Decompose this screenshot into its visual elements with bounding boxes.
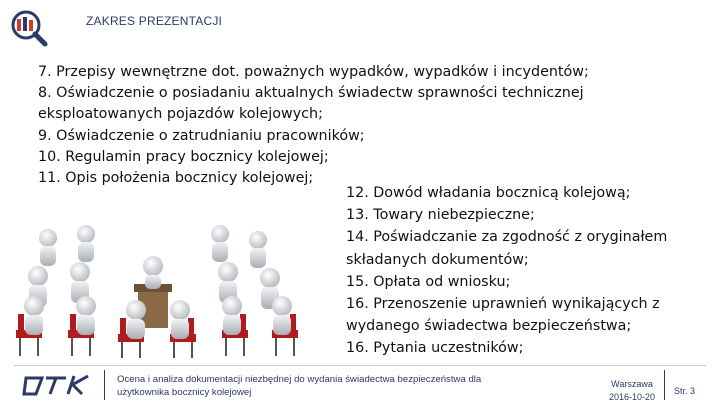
audience-meeting-illustration xyxy=(8,218,308,360)
list-item: 7. Przepisy wewnętrzne dot. poważnych wypadków, wypadków i incydentów; xyxy=(38,64,589,80)
footer-place-date xyxy=(602,378,662,404)
magnifier-logo-icon xyxy=(9,8,49,48)
footer-separator xyxy=(104,370,105,400)
items-list-right xyxy=(346,182,716,360)
list-item: 14. Poświadczanie za zgodność z oryginałem xyxy=(346,229,668,246)
header-bar xyxy=(0,0,720,44)
footer-separator xyxy=(664,370,665,400)
footer-date: 2016-10-20 xyxy=(608,392,656,402)
page-title: ZAKRES PREZENTACJI xyxy=(86,14,223,28)
list-item: 16. Pytania uczestników; xyxy=(346,340,524,357)
list-item: 12. Dowód władania bocznicą kolejową; xyxy=(346,185,631,201)
utk-logo-icon xyxy=(20,372,100,400)
list-item: 11. Opis położenia bocznicy kolejowej; xyxy=(38,170,314,187)
items-list-left xyxy=(38,62,678,189)
footer-description xyxy=(117,374,547,399)
list-item: 9. Oświadczenie o zatrudnianiu pracowników; xyxy=(38,127,365,144)
page-number: Str. 3 xyxy=(674,386,696,396)
list-item: 15. Opłata od wniosku; xyxy=(346,273,511,290)
list-item: składanych dokumentów; xyxy=(346,251,529,268)
list-item: eksploatowanych pojazdów kolejowych; xyxy=(38,106,323,123)
footer-description-line: użytkownika bocznicy kolejowej xyxy=(117,386,252,398)
list-item: 13. Towary niebezpieczne; xyxy=(346,207,535,224)
footer-place: Warszawa xyxy=(611,379,653,389)
list-item: 8. Oświadczenie o posiadaniu aktualnych świadectw sprawności technicznej xyxy=(38,85,584,102)
footer-description-line: Ocena i analiza dokumentacji niezbędnej do wydania świadectwa bezpieczeństwa dla xyxy=(117,374,482,385)
list-item: 16. Przenoszenie uprawnień wynikających z xyxy=(346,296,660,313)
footer-divider xyxy=(14,365,706,366)
list-item: 10. Regulamin pracy bocznicy kolejowej; xyxy=(38,148,329,165)
list-item: wydanego świadectwa bezpieczeństwa; xyxy=(346,318,632,335)
